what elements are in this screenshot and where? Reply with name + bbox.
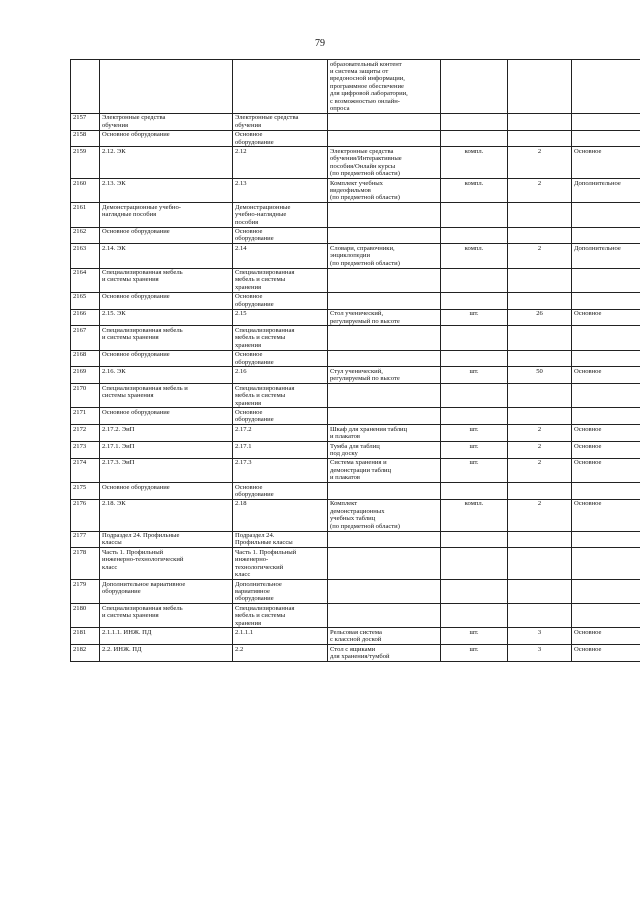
row-number-cell: 2157 <box>71 113 100 130</box>
section-cell: Специализированная мебель и системы хранения <box>100 384 233 408</box>
row-number-cell: 2179 <box>71 580 100 604</box>
equipment-type-cell <box>572 384 640 408</box>
table-row <box>71 499 640 531</box>
section-cell: Дополнительное вариативное оборудование <box>100 580 233 604</box>
unit-cell <box>441 326 508 350</box>
quantity-cell <box>508 408 572 425</box>
section-cell: Основное оборудование <box>100 130 233 147</box>
equipment-type-cell <box>572 548 640 580</box>
equipment-type-cell <box>572 326 640 350</box>
quantity-cell <box>508 350 572 367</box>
quantity-cell <box>508 60 572 114</box>
unit-cell: шт. <box>441 645 508 662</box>
code-cell: 2.15 <box>233 309 328 326</box>
quantity-cell: 2 <box>508 244 572 268</box>
equipment-type-cell: Основное <box>572 367 640 384</box>
equipment-type-cell <box>572 113 640 130</box>
table-row <box>71 483 640 500</box>
section-cell: 2.17.2. ЭиП <box>100 425 233 442</box>
item-name-cell: Стул ученический, регулируемый по высоте <box>328 367 441 384</box>
table-row <box>71 604 640 628</box>
table-row <box>71 244 640 268</box>
quantity-cell <box>508 292 572 309</box>
section-cell: Подраздел 24. Профильные классы <box>100 531 233 548</box>
row-number-cell: 2172 <box>71 425 100 442</box>
quantity-cell <box>508 531 572 548</box>
equipment-type-cell: Основное <box>572 458 640 482</box>
quantity-cell <box>508 203 572 227</box>
equipment-type-cell: Основное <box>572 425 640 442</box>
item-name-cell: Стол ученический, регулируемый по высоте <box>328 309 441 326</box>
section-cell: Основное оборудование <box>100 483 233 500</box>
quantity-cell <box>508 580 572 604</box>
row-number-cell: 2180 <box>71 604 100 628</box>
code-cell: Часть 1. Профильный инженерно- технологический класс <box>233 548 328 580</box>
unit-cell <box>441 531 508 548</box>
quantity-cell: 2 <box>508 179 572 203</box>
equipment-type-cell: Основное <box>572 309 640 326</box>
table-row <box>71 367 640 384</box>
unit-cell <box>441 227 508 244</box>
table-row <box>71 203 640 227</box>
code-cell: Основное оборудование <box>233 130 328 147</box>
quantity-cell: 2 <box>508 442 572 459</box>
section-cell: Специализированная мебель и системы хранения <box>100 268 233 292</box>
section-cell: 2.15. ЭК <box>100 309 233 326</box>
table-row <box>71 442 640 459</box>
item-name-cell <box>328 203 441 227</box>
unit-cell: шт. <box>441 367 508 384</box>
item-name-cell <box>328 548 441 580</box>
table-row <box>71 292 640 309</box>
table-row <box>71 458 640 482</box>
equipment-table-body <box>71 60 640 662</box>
section-cell <box>100 60 233 114</box>
unit-cell <box>441 292 508 309</box>
quantity-cell <box>508 227 572 244</box>
row-number-cell: 2181 <box>71 628 100 645</box>
section-cell: Основное оборудование <box>100 408 233 425</box>
code-cell: 2.16 <box>233 367 328 384</box>
equipment-type-cell <box>572 483 640 500</box>
table-row <box>71 60 640 114</box>
table-row <box>71 326 640 350</box>
table-row <box>71 130 640 147</box>
code-cell: Основное оборудование <box>233 408 328 425</box>
section-cell: Демонстрационные учебно- наглядные пособия <box>100 203 233 227</box>
section-cell: 2.18. ЭК <box>100 499 233 531</box>
equipment-table <box>70 59 640 662</box>
equipment-type-cell <box>572 60 640 114</box>
item-name-cell: Комплект демонстрационных учебных таблиц (по предметной области) <box>328 499 441 531</box>
row-number-cell: 2160 <box>71 179 100 203</box>
row-number-cell: 2171 <box>71 408 100 425</box>
unit-cell <box>441 350 508 367</box>
row-number-cell: 2167 <box>71 326 100 350</box>
equipment-type-cell <box>572 580 640 604</box>
unit-cell <box>441 384 508 408</box>
section-cell: Специализированная мебель и системы хранения <box>100 604 233 628</box>
unit-cell: шт. <box>441 309 508 326</box>
equipment-type-cell <box>572 268 640 292</box>
equipment-type-cell: Дополнительное <box>572 179 640 203</box>
quantity-cell <box>508 268 572 292</box>
equipment-type-cell <box>572 531 640 548</box>
item-name-cell <box>328 580 441 604</box>
item-name-cell <box>328 130 441 147</box>
table-row <box>71 580 640 604</box>
code-cell <box>233 60 328 114</box>
section-cell: Часть 1. Профильный инженерно-технологический класс <box>100 548 233 580</box>
section-cell: 2.17.3. ЭиП <box>100 458 233 482</box>
row-number-cell: 2161 <box>71 203 100 227</box>
unit-cell <box>441 113 508 130</box>
table-row <box>71 147 640 179</box>
code-cell: 2.18 <box>233 499 328 531</box>
unit-cell <box>441 580 508 604</box>
item-name-cell: образовательный контент и система защиты от вредоносной информации, программное обеспечение для цифровой лаборатории, с возможностью онлайн- опроса <box>328 60 441 114</box>
quantity-cell <box>508 113 572 130</box>
quantity-cell: 3 <box>508 645 572 662</box>
code-cell: 2.14 <box>233 244 328 268</box>
code-cell: Дополнительное вариативное оборудование <box>233 580 328 604</box>
item-name-cell: Тумба для таблиц под доску <box>328 442 441 459</box>
row-number-cell: 2170 <box>71 384 100 408</box>
quantity-cell: 2 <box>508 499 572 531</box>
equipment-type-cell <box>572 604 640 628</box>
quantity-cell: 2 <box>508 147 572 179</box>
row-number-cell: 2159 <box>71 147 100 179</box>
equipment-type-cell: Дополнительное <box>572 244 640 268</box>
row-number-cell: 2158 <box>71 130 100 147</box>
row-number-cell <box>71 60 100 114</box>
row-number-cell: 2182 <box>71 645 100 662</box>
quantity-cell <box>508 384 572 408</box>
table-row <box>71 113 640 130</box>
code-cell: Основное оборудование <box>233 483 328 500</box>
code-cell: Электронные средства обучения <box>233 113 328 130</box>
quantity-cell: 3 <box>508 628 572 645</box>
code-cell: Основное оборудование <box>233 292 328 309</box>
unit-cell: шт. <box>441 442 508 459</box>
code-cell: 2.17.2 <box>233 425 328 442</box>
section-cell: 2.17.1. ЭиП <box>100 442 233 459</box>
unit-cell <box>441 604 508 628</box>
item-name-cell <box>328 384 441 408</box>
equipment-type-cell <box>572 292 640 309</box>
item-name-cell <box>328 268 441 292</box>
unit-cell: шт. <box>441 425 508 442</box>
code-cell: 2.2 <box>233 645 328 662</box>
item-name-cell: Комплект учебных видеофильмов (по предметной области) <box>328 179 441 203</box>
section-cell: 2.2. ИНЖ. ПД <box>100 645 233 662</box>
table-row <box>71 309 640 326</box>
unit-cell <box>441 548 508 580</box>
table-row <box>71 227 640 244</box>
item-name-cell: Система хранения и демонстрации таблиц и плакатов <box>328 458 441 482</box>
item-name-cell <box>328 350 441 367</box>
code-cell: Специализированная мебель и системы хранения <box>233 604 328 628</box>
table-row <box>71 645 640 662</box>
section-cell: 2.14. ЭК <box>100 244 233 268</box>
item-name-cell <box>328 483 441 500</box>
section-cell: Электронные средства обучения <box>100 113 233 130</box>
item-name-cell: Шкаф для хранения таблиц и плакатов <box>328 425 441 442</box>
quantity-cell <box>508 604 572 628</box>
row-number-cell: 2164 <box>71 268 100 292</box>
row-number-cell: 2166 <box>71 309 100 326</box>
code-cell: Демонстрационные учебно-наглядные пособия <box>233 203 328 227</box>
table-row <box>71 628 640 645</box>
item-name-cell <box>328 604 441 628</box>
equipment-type-cell: Основное <box>572 147 640 179</box>
code-cell: 2.1.1.1 <box>233 628 328 645</box>
code-cell: Основное оборудование <box>233 350 328 367</box>
equipment-type-cell: Основное <box>572 499 640 531</box>
unit-cell <box>441 483 508 500</box>
equipment-type-cell <box>572 203 640 227</box>
code-cell: Основное оборудование <box>233 227 328 244</box>
code-cell: Подраздел 24. Профильные классы <box>233 531 328 548</box>
quantity-cell: 2 <box>508 425 572 442</box>
unit-cell: шт. <box>441 628 508 645</box>
table-row <box>71 425 640 442</box>
code-cell: Специализированная мебель и системы хранения <box>233 268 328 292</box>
quantity-cell <box>508 326 572 350</box>
item-name-cell <box>328 227 441 244</box>
equipment-type-cell <box>572 130 640 147</box>
code-cell: Специализированная мебель и системы хранения <box>233 384 328 408</box>
code-cell: 2.13 <box>233 179 328 203</box>
section-cell: Основное оборудование <box>100 292 233 309</box>
item-name-cell: Словари, справочники, энциклопедии (по предметной области) <box>328 244 441 268</box>
quantity-cell: 26 <box>508 309 572 326</box>
unit-cell <box>441 268 508 292</box>
row-number-cell: 2162 <box>71 227 100 244</box>
section-cell: 2.13. ЭК <box>100 179 233 203</box>
row-number-cell: 2177 <box>71 531 100 548</box>
unit-cell <box>441 60 508 114</box>
item-name-cell <box>328 113 441 130</box>
row-number-cell: 2178 <box>71 548 100 580</box>
row-number-cell: 2174 <box>71 458 100 482</box>
unit-cell: компл. <box>441 499 508 531</box>
section-cell: Специализированная мебель и системы хранения <box>100 326 233 350</box>
row-number-cell: 2168 <box>71 350 100 367</box>
quantity-cell <box>508 548 572 580</box>
item-name-cell: Рельсовая система с классной доской <box>328 628 441 645</box>
code-cell: 2.17.3 <box>233 458 328 482</box>
unit-cell: шт. <box>441 458 508 482</box>
quantity-cell <box>508 483 572 500</box>
section-cell: 2.16. ЭК <box>100 367 233 384</box>
section-cell: 2.1.1.1. ИНЖ. ПД <box>100 628 233 645</box>
section-cell: Основное оборудование <box>100 227 233 244</box>
section-cell: 2.12. ЭК <box>100 147 233 179</box>
row-number-cell: 2169 <box>71 367 100 384</box>
quantity-cell: 2 <box>508 458 572 482</box>
table-row <box>71 179 640 203</box>
code-cell: 2.17.1 <box>233 442 328 459</box>
item-name-cell <box>328 292 441 309</box>
table-row <box>71 531 640 548</box>
code-cell: Специализированная мебель и системы хранения <box>233 326 328 350</box>
equipment-type-cell: Основное <box>572 442 640 459</box>
row-number-cell: 2165 <box>71 292 100 309</box>
unit-cell <box>441 408 508 425</box>
item-name-cell <box>328 326 441 350</box>
row-number-cell: 2163 <box>71 244 100 268</box>
table-row <box>71 408 640 425</box>
row-number-cell: 2175 <box>71 483 100 500</box>
quantity-cell <box>508 130 572 147</box>
row-number-cell: 2176 <box>71 499 100 531</box>
equipment-type-cell: Основное <box>572 645 640 662</box>
table-row <box>71 548 640 580</box>
equipment-type-cell <box>572 408 640 425</box>
section-cell: Основное оборудование <box>100 350 233 367</box>
quantity-cell: 50 <box>508 367 572 384</box>
equipment-type-cell <box>572 350 640 367</box>
unit-cell <box>441 203 508 227</box>
item-name-cell <box>328 408 441 425</box>
page-number: 79 <box>315 38 325 49</box>
item-name-cell: Электронные средства обучения/Интерактивные пособия/Онлайн курсы (по предметной области) <box>328 147 441 179</box>
table-row <box>71 268 640 292</box>
row-number-cell: 2173 <box>71 442 100 459</box>
table-row <box>71 350 640 367</box>
item-name-cell <box>328 531 441 548</box>
table-row <box>71 384 640 408</box>
equipment-type-cell: Основное <box>572 628 640 645</box>
code-cell: 2.12 <box>233 147 328 179</box>
unit-cell: компл. <box>441 244 508 268</box>
unit-cell: компл. <box>441 179 508 203</box>
equipment-type-cell <box>572 227 640 244</box>
item-name-cell: Стол с ящиками для хранения/тумбой <box>328 645 441 662</box>
unit-cell <box>441 130 508 147</box>
unit-cell: компл. <box>441 147 508 179</box>
